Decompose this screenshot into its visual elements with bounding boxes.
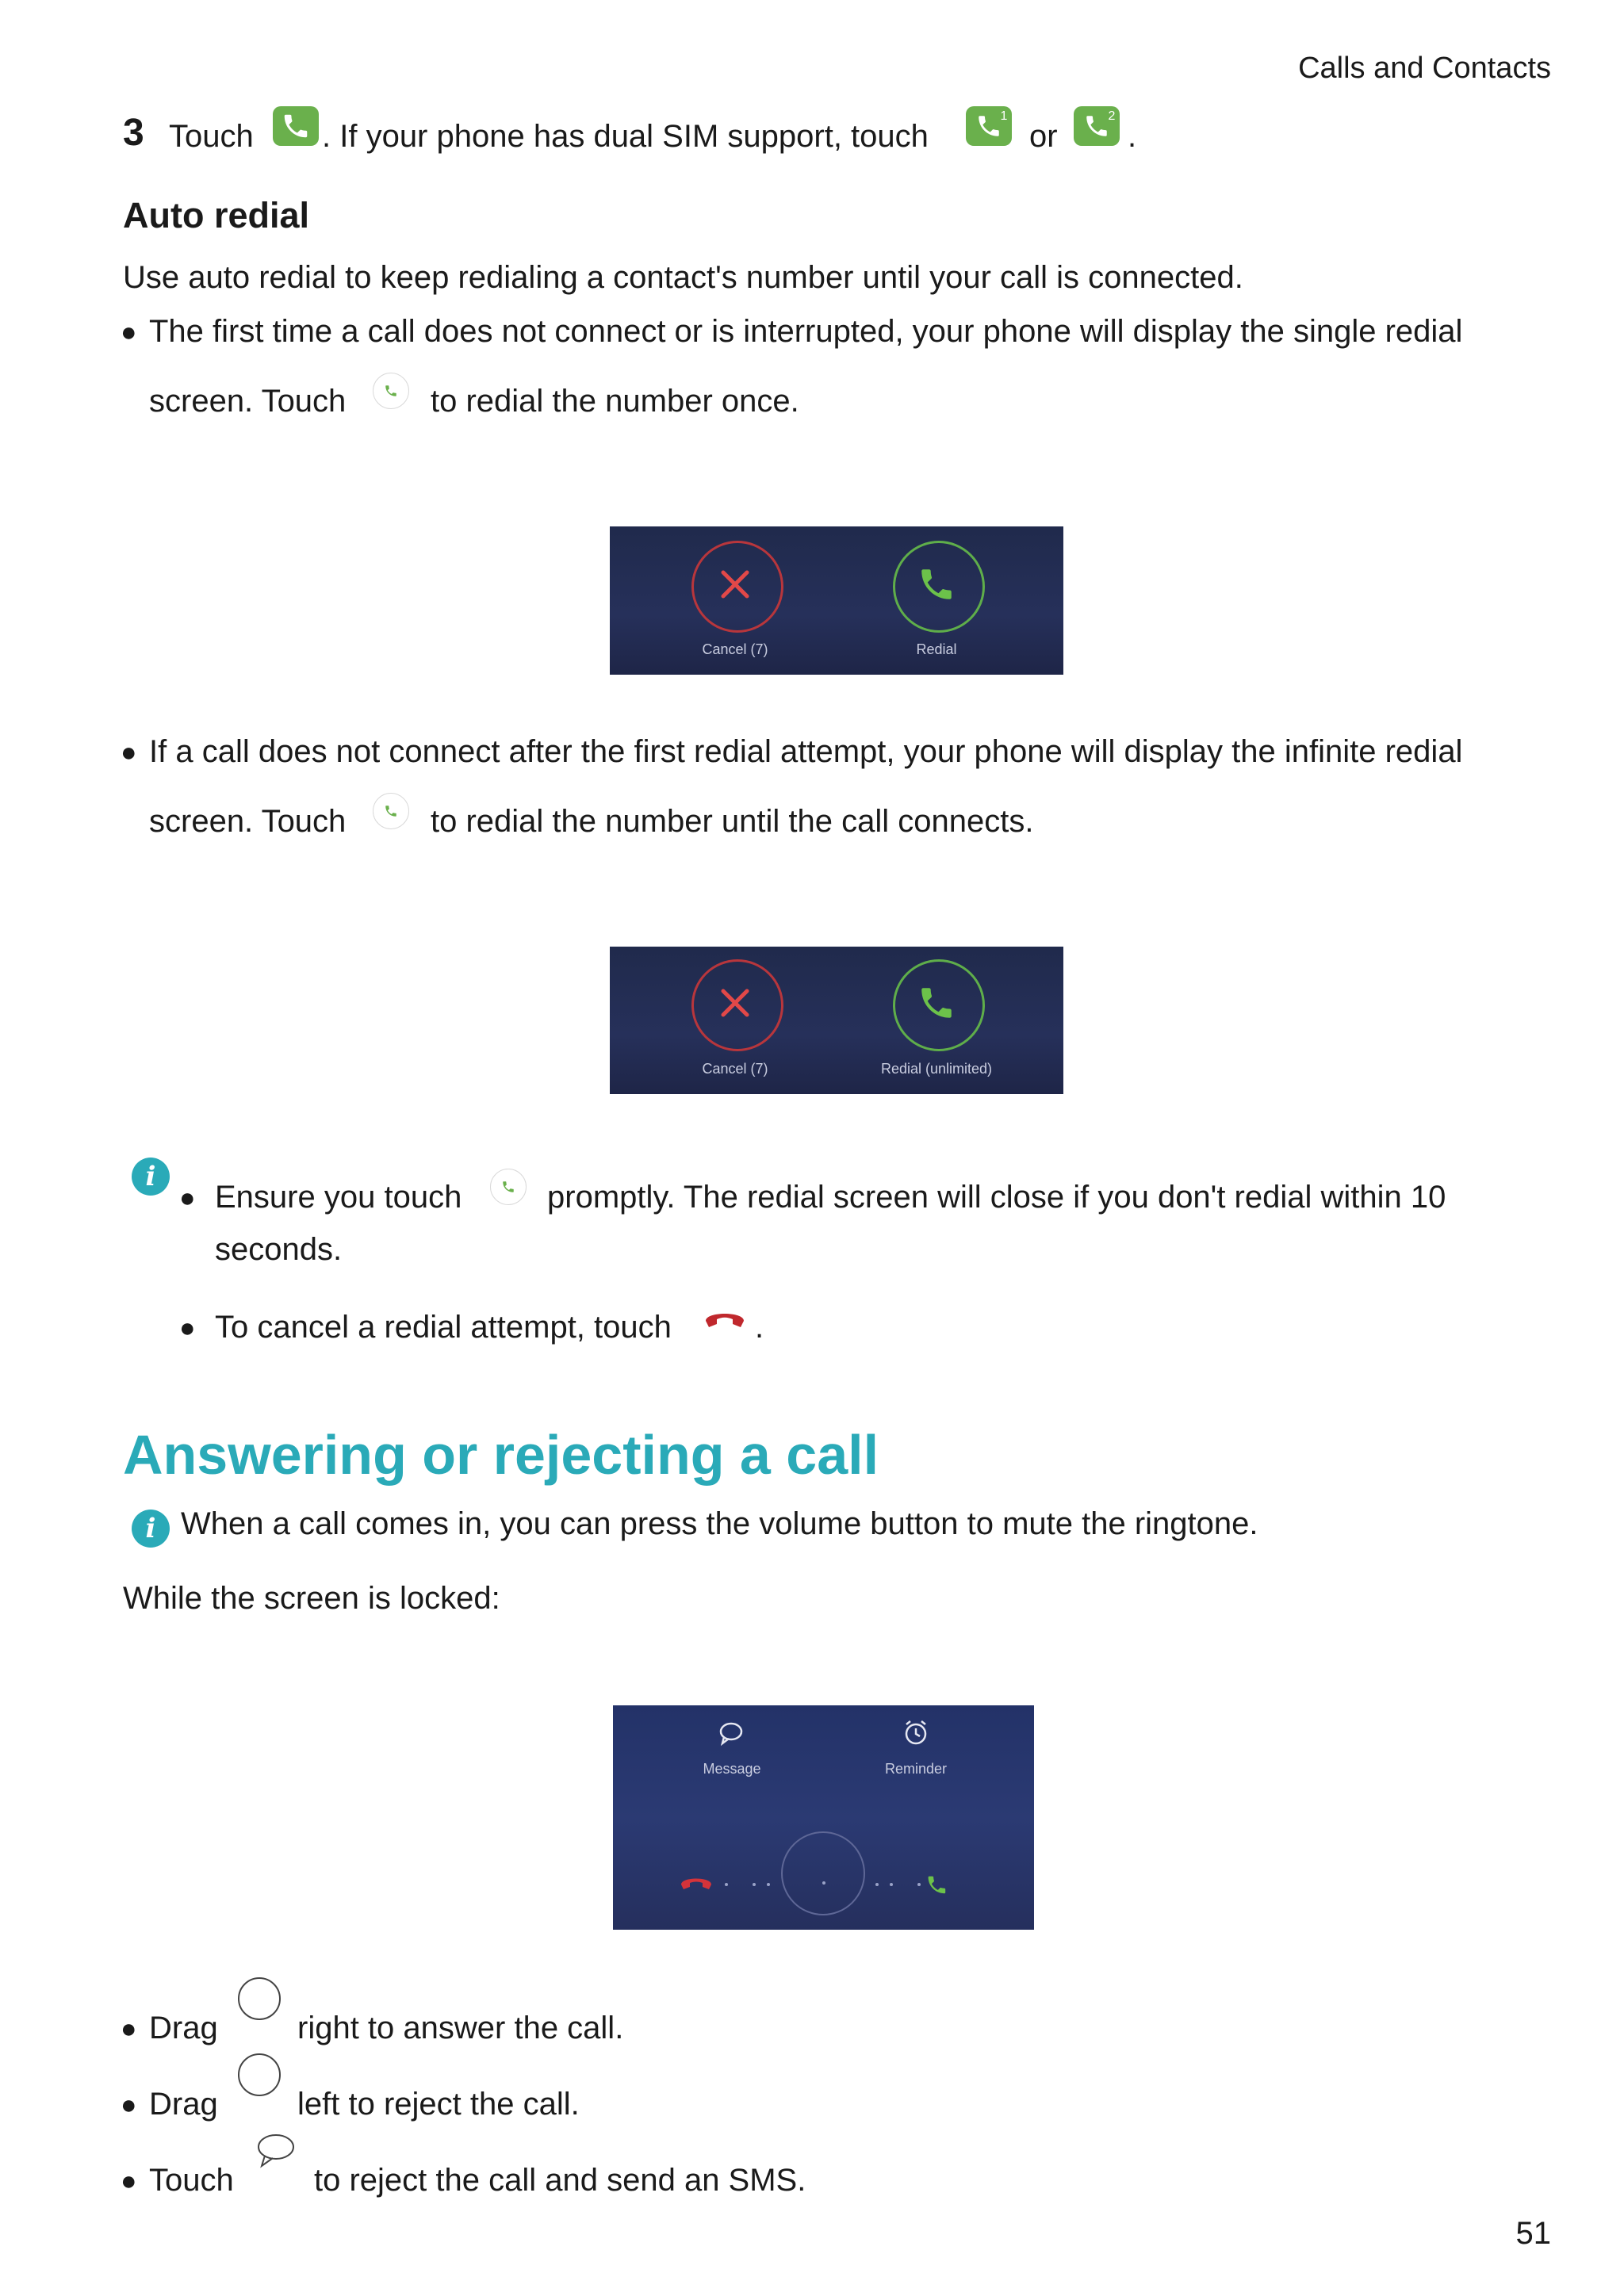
- redial-bullet2-post: to redial the number until the call connects.: [431, 804, 1034, 839]
- auto-redial-heading: Auto redial: [123, 195, 310, 235]
- redial-unlimited-label: Redial (unlimited): [880, 1061, 993, 1077]
- slider-circle-icon: [238, 2053, 281, 2096]
- redial-phone-icon: [373, 793, 409, 829]
- step3-period: .: [1128, 119, 1137, 154]
- touch-message-post: to reject the call and send an SMS.: [314, 2163, 806, 2198]
- sim1-call-icon: [966, 106, 1012, 146]
- slide-handle[interactable]: [781, 1831, 865, 1915]
- single-redial-screenshot: [610, 526, 1063, 675]
- bullet-glyph: ●: [179, 1313, 196, 1343]
- redial-label: Redial: [916, 641, 957, 657]
- incoming-call-screenshot: [613, 1705, 1034, 1930]
- bullet-glyph: ●: [121, 2166, 137, 2196]
- step3-or: or: [1029, 119, 1058, 154]
- hang-up-icon: [701, 1303, 749, 1335]
- redial-bullet2-line1: If a call does not connect after the first redial attempt, your phone will display the infinite redial: [149, 734, 1463, 769]
- note2-post: .: [755, 1310, 764, 1345]
- message-label: Message: [703, 1761, 761, 1777]
- step-number: 3: [123, 112, 144, 154]
- phone-call-icon: [273, 106, 319, 146]
- redial-phone-icon: [373, 373, 409, 409]
- note1-pre: Ensure you touch: [215, 1180, 462, 1215]
- redial-bullet1-pre: screen. Touch: [149, 384, 347, 419]
- reminder-label: Reminder: [884, 1761, 948, 1777]
- info-icon: i: [132, 1158, 170, 1196]
- cancel-redial-button[interactable]: [691, 541, 783, 633]
- cancel-label: Cancel (7): [702, 1061, 768, 1077]
- step3-description: . If your phone has dual SIM support, touch: [322, 119, 929, 154]
- bullet-glyph: ●: [121, 317, 137, 347]
- auto-redial-intro: Use auto redial to keep redialing a contact's number until your call is connected.: [123, 260, 1243, 295]
- bullet-glyph: ●: [121, 737, 137, 767]
- answering-heading: Answering or rejecting a call: [123, 1424, 879, 1486]
- note1-post: promptly. The redial screen will close if you don't redial within 10: [547, 1180, 1446, 1215]
- drag-left-pre: Drag: [149, 2087, 218, 2122]
- message-icon: [255, 2131, 297, 2173]
- redial-phone-icon: [490, 1169, 527, 1205]
- bullet-glyph: ●: [121, 2014, 137, 2044]
- redial-bullet1-line1: The first time a call does not connect or is interrupted, your phone will display the single redial: [149, 314, 1463, 349]
- volume-tip: When a call comes in, you can press the volume button to mute the ringtone.: [181, 1506, 1258, 1541]
- bullet-glyph: ●: [179, 1183, 196, 1213]
- running-header: Calls and Contacts: [1298, 52, 1551, 85]
- slider-circle-icon: [238, 1977, 281, 2020]
- redial-bullet2-pre: screen. Touch: [149, 804, 347, 839]
- bullet-glyph: ●: [121, 2090, 137, 2120]
- sim1-badge: 1: [1000, 109, 1008, 123]
- page-number: 51: [1515, 2216, 1551, 2251]
- drag-left-post: left to reject the call.: [297, 2087, 580, 2122]
- sim2-call-icon: [1074, 106, 1120, 146]
- drag-right-pre: Drag: [149, 2011, 218, 2045]
- info-icon: i: [132, 1510, 170, 1548]
- step3-touch-text: Touch: [169, 119, 254, 154]
- cancel-redial-button[interactable]: [691, 959, 783, 1051]
- note2-pre: To cancel a redial attempt, touch: [215, 1310, 672, 1345]
- screen-locked-text: While the screen is locked:: [123, 1581, 500, 1616]
- note1-line2: seconds.: [215, 1232, 343, 1267]
- redial-bullet1-post: to redial the number once.: [431, 384, 799, 419]
- drag-right-post: right to answer the call.: [297, 2011, 624, 2045]
- reminder-icon[interactable]: [902, 1718, 930, 1751]
- redial-unlimited-button[interactable]: [893, 959, 985, 1051]
- redial-button[interactable]: [893, 541, 985, 633]
- cancel-label: Cancel (7): [702, 641, 768, 657]
- sim2-badge: 2: [1108, 109, 1116, 123]
- touch-message-pre: Touch: [149, 2163, 234, 2198]
- infinite-redial-screenshot: [610, 947, 1063, 1094]
- message-icon[interactable]: [718, 1720, 745, 1751]
